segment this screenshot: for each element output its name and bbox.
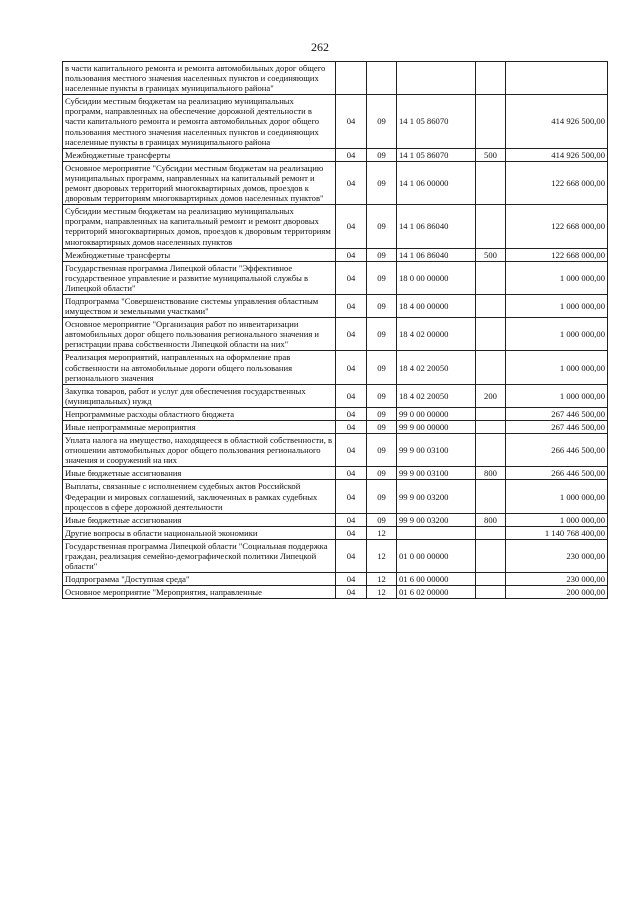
row-description: Межбюджетные трансферты <box>63 248 336 261</box>
row-target-code: 14 1 06 86040 <box>397 248 476 261</box>
row-target-code: 99 9 00 03200 <box>397 513 476 526</box>
row-description: Субсидии местным бюджетам на реализацию муниципальных программ, направленных на капитальный ремонт и ремонт дворовых территорий многоквартирных домов, проездов к дворовым территориям многоквартирных домов населенных пунктов <box>63 205 336 248</box>
row-description: в части капитального ремонта и ремонта автомобильных дорог общего пользования местного значения населенных пунктов и соединяющих населенные пункты в границах муниципального района" <box>63 62 336 95</box>
row-section: 04 <box>336 148 367 161</box>
row-amount: 266 446 500,00 <box>506 434 608 467</box>
row-description: Иные бюджетные ассигнования <box>63 467 336 480</box>
row-description: Межбюджетные трансферты <box>63 148 336 161</box>
row-subsection: 12 <box>367 573 397 586</box>
row-expense-type <box>476 480 506 513</box>
row-target-code: 01 0 00 00000 <box>397 539 476 572</box>
table-row <box>63 95 608 148</box>
table-row <box>63 318 608 351</box>
row-amount: 230 000,00 <box>506 539 608 572</box>
row-target-code: 14 1 05 86070 <box>397 95 476 148</box>
row-section: 04 <box>336 161 367 204</box>
row-expense-type <box>476 318 506 351</box>
row-expense-type <box>476 586 506 599</box>
row-amount: 414 926 500,00 <box>506 148 608 161</box>
row-target-code: 14 1 06 00000 <box>397 161 476 204</box>
row-section <box>336 62 367 95</box>
row-subsection: 12 <box>367 586 397 599</box>
row-subsection: 09 <box>367 248 397 261</box>
row-expense-type <box>476 421 506 434</box>
row-subsection: 09 <box>367 205 397 248</box>
row-expense-type: 500 <box>476 248 506 261</box>
row-subsection <box>367 62 397 95</box>
row-amount: 122 668 000,00 <box>506 205 608 248</box>
row-target-code: 14 1 06 86040 <box>397 205 476 248</box>
row-description: Уплата налога на имущество, находящееся в областной собственности, в отношении автомобильных дорог общего пользования регионального значения и сооружений на них <box>63 434 336 467</box>
row-subsection: 09 <box>367 148 397 161</box>
table-row <box>63 434 608 467</box>
row-target-code: 01 6 02 00000 <box>397 586 476 599</box>
row-section: 04 <box>336 95 367 148</box>
row-expense-type <box>476 351 506 384</box>
row-subsection: 09 <box>367 467 397 480</box>
row-target-code: 18 4 02 20050 <box>397 384 476 407</box>
row-subsection: 09 <box>367 351 397 384</box>
row-description: Другие вопросы в области национальной экономики <box>63 526 336 539</box>
row-amount: 266 446 500,00 <box>506 467 608 480</box>
row-expense-type <box>476 573 506 586</box>
row-subsection: 09 <box>367 294 397 317</box>
row-description: Реализация мероприятий, направленных на оформление прав собственности на автомобильные дороги общего пользования регионального значения <box>63 351 336 384</box>
row-subsection: 09 <box>367 261 397 294</box>
row-amount: 267 446 500,00 <box>506 421 608 434</box>
row-target-code: 99 9 00 03100 <box>397 467 476 480</box>
row-expense-type <box>476 434 506 467</box>
row-subsection: 09 <box>367 480 397 513</box>
row-description: Иные бюджетные ассигнования <box>63 513 336 526</box>
row-amount: 122 668 000,00 <box>506 161 608 204</box>
row-target-code <box>397 62 476 95</box>
table-row <box>63 148 608 161</box>
row-subsection: 09 <box>367 407 397 420</box>
row-target-code: 14 1 05 86070 <box>397 148 476 161</box>
row-target-code: 99 0 00 00000 <box>397 407 476 420</box>
row-section: 04 <box>336 407 367 420</box>
table-row <box>63 539 608 572</box>
row-amount: 1 000 000,00 <box>506 294 608 317</box>
row-section: 04 <box>336 526 367 539</box>
row-expense-type <box>476 261 506 294</box>
table-row <box>63 513 608 526</box>
row-amount: 1 000 000,00 <box>506 318 608 351</box>
row-amount: 1 000 000,00 <box>506 513 608 526</box>
page-number: 262 <box>311 40 329 54</box>
row-section: 04 <box>336 513 367 526</box>
row-description: Основное мероприятие "Организация работ по инвентаризации автомобильных дорог общего пользования регионального значения и регистрации права собственности Липецкой области на них" <box>63 318 336 351</box>
row-description: Основное мероприятие "Мероприятия, направленные <box>63 586 336 599</box>
row-subsection: 12 <box>367 526 397 539</box>
row-subsection: 09 <box>367 384 397 407</box>
row-amount: 1 000 000,00 <box>506 384 608 407</box>
row-description: Иные непрограммные мероприятия <box>63 421 336 434</box>
row-section: 04 <box>336 467 367 480</box>
table-row <box>63 248 608 261</box>
row-section: 04 <box>336 586 367 599</box>
row-expense-type <box>476 95 506 148</box>
row-target-code: 99 9 00 03200 <box>397 480 476 513</box>
table-row <box>63 261 608 294</box>
row-expense-type <box>476 539 506 572</box>
row-section: 04 <box>336 318 367 351</box>
row-target-code: 99 9 00 03100 <box>397 434 476 467</box>
row-amount: 1 000 000,00 <box>506 261 608 294</box>
table-row <box>63 294 608 317</box>
row-expense-type: 200 <box>476 384 506 407</box>
row-description: Выплаты, связанные с исполнением судебных актов Российской Федерации и мировых соглашений, заключенных в рамках судебных процессов в сфере дорожной деятельности <box>63 480 336 513</box>
row-description: Основное мероприятие "Субсидии местным бюджетам на реализацию муниципальных программ, направленных на капитальный ремонт и ремонт дворовых территорий многоквартирных домов, проездов к дворовым территориям многоквартирных домов населенных пунктов" <box>63 161 336 204</box>
row-target-code: 99 9 00 00000 <box>397 421 476 434</box>
table-row <box>63 421 608 434</box>
row-description: Государственная программа Липецкой области "Эффективное государственное управление и развитие муниципальной службы в Липецкой области" <box>63 261 336 294</box>
budget-table <box>62 61 608 599</box>
row-amount: 1 000 000,00 <box>506 351 608 384</box>
row-subsection: 09 <box>367 95 397 148</box>
row-subsection: 09 <box>367 161 397 204</box>
row-section: 04 <box>336 434 367 467</box>
row-amount: 1 140 768 400,00 <box>506 526 608 539</box>
row-description: Подпрограмма "Совершенствование системы управления областным имуществом и земельными участками" <box>63 294 336 317</box>
row-section: 04 <box>336 205 367 248</box>
table-row <box>63 205 608 248</box>
table-row <box>63 384 608 407</box>
table-row <box>63 62 608 95</box>
row-description: Непрограммные расходы областного бюджета <box>63 407 336 420</box>
table-row <box>63 407 608 420</box>
row-expense-type: 800 <box>476 513 506 526</box>
table-row <box>63 480 608 513</box>
row-section: 04 <box>336 261 367 294</box>
row-description: Подпрограмма "Доступная среда" <box>63 573 336 586</box>
row-section: 04 <box>336 539 367 572</box>
row-subsection: 09 <box>367 513 397 526</box>
table-row <box>63 467 608 480</box>
row-target-code: 18 4 02 20050 <box>397 351 476 384</box>
row-expense-type <box>476 407 506 420</box>
row-amount: 414 926 500,00 <box>506 95 608 148</box>
row-target-code: 18 0 00 00000 <box>397 261 476 294</box>
row-subsection: 09 <box>367 434 397 467</box>
row-section: 04 <box>336 573 367 586</box>
row-amount: 200 000,00 <box>506 586 608 599</box>
table-row <box>63 586 608 599</box>
row-section: 04 <box>336 351 367 384</box>
row-description: Закупка товаров, работ и услуг для обеспечения государственных (муниципальных) нужд <box>63 384 336 407</box>
row-expense-type <box>476 294 506 317</box>
row-section: 04 <box>336 480 367 513</box>
row-subsection: 12 <box>367 539 397 572</box>
row-amount: 1 000 000,00 <box>506 480 608 513</box>
row-subsection: 09 <box>367 421 397 434</box>
row-expense-type <box>476 526 506 539</box>
row-expense-type <box>476 62 506 95</box>
row-target-code: 18 4 02 00000 <box>397 318 476 351</box>
row-section: 04 <box>336 421 367 434</box>
row-expense-type <box>476 161 506 204</box>
row-amount <box>506 62 608 95</box>
row-section: 04 <box>336 248 367 261</box>
row-subsection: 09 <box>367 318 397 351</box>
row-amount: 122 668 000,00 <box>506 248 608 261</box>
row-section: 04 <box>336 384 367 407</box>
row-amount: 230 000,00 <box>506 573 608 586</box>
row-description: Государственная программа Липецкой области "Социальная поддержка граждан, реализация семейно-демографической политики Липецкой области" <box>63 539 336 572</box>
row-target-code <box>397 526 476 539</box>
row-expense-type: 800 <box>476 467 506 480</box>
row-expense-type: 500 <box>476 148 506 161</box>
table-row <box>63 161 608 204</box>
row-target-code: 18 4 00 00000 <box>397 294 476 317</box>
row-section: 04 <box>336 294 367 317</box>
row-expense-type <box>476 205 506 248</box>
row-description: Субсидии местным бюджетам на реализацию муниципальных программ, направленных на обеспечение дорожной деятельности в части капитального ремонта и ремонта автомобильных дорог общего пользования местного значения населенных пунктов и соединяющих населенные пункты в границах муниципального района <box>63 95 336 148</box>
table-row <box>63 573 608 586</box>
row-target-code: 01 6 00 00000 <box>397 573 476 586</box>
table-row <box>63 526 608 539</box>
row-amount: 267 446 500,00 <box>506 407 608 420</box>
table-row <box>63 351 608 384</box>
